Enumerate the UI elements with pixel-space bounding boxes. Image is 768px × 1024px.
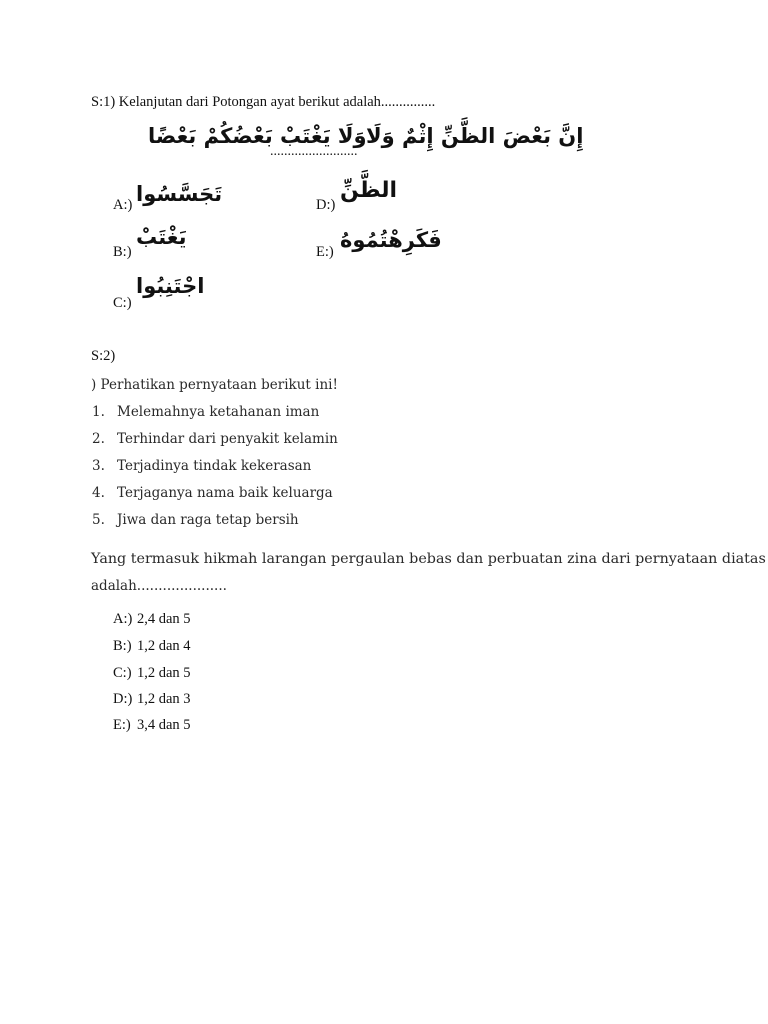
q2-option-d-label: D:) bbox=[113, 691, 133, 707]
q1-option-a-arabic: تَجَسَّسُوا bbox=[136, 182, 223, 206]
q2-statement-number: 2. bbox=[92, 431, 105, 447]
q2-intro: ) Perhatikan pernyataan berikut ini! bbox=[91, 377, 338, 393]
q1-option-d-label: D:) bbox=[316, 197, 336, 213]
q1-option-a-label: A:) bbox=[113, 197, 133, 213]
q1-option-b-arabic: يَغْتَبْ bbox=[136, 225, 187, 249]
q1-option-e-label: E:) bbox=[316, 244, 334, 260]
q1-option-c-label: C:) bbox=[113, 295, 132, 311]
q1-option-c-arabic: اجْتَنِبُوا bbox=[136, 274, 205, 298]
q2-option-e-text: 3,4 dan 5 bbox=[137, 717, 191, 733]
q1-verse-left-part: وَلَا يَغْتَبْ بَعْضُكُمْ بَعْضًا bbox=[148, 124, 367, 148]
q2-option-c-label: C:) bbox=[113, 665, 132, 681]
q2-statement-number: 3. bbox=[92, 458, 105, 474]
q2-option-a-label: A:) bbox=[113, 611, 133, 627]
q2-statement-text: Terjadinya tindak kekerasan bbox=[117, 458, 312, 474]
q2-option-c-text: 1,2 dan 5 bbox=[137, 665, 191, 681]
q2-statement-text: Jiwa dan raga tetap bersih bbox=[117, 512, 299, 528]
q2-number: S:2) bbox=[91, 348, 116, 364]
q2-question-line2: adalah..................... bbox=[91, 578, 227, 594]
q2-option-b-text: 1,2 dan 4 bbox=[137, 638, 191, 654]
q1-option-d-arabic: الظَّنِّ bbox=[340, 178, 398, 203]
q1-verse-blank: ......................... bbox=[270, 144, 358, 159]
q2-option-b-label: B:) bbox=[113, 638, 132, 654]
q1-verse-right-part: إِنَّ بَعْضَ الظَّنِّ إِثْمٌ وَلَا bbox=[366, 124, 584, 148]
q2-statement-number: 1. bbox=[92, 404, 105, 420]
q2-statement-number: 4. bbox=[92, 485, 105, 501]
q2-statement-text: Terhindar dari penyakit kelamin bbox=[117, 431, 338, 447]
q1-option-e-arabic: فَكَرِهْتُمُوهُ bbox=[340, 228, 442, 252]
q2-option-e-label: E:) bbox=[113, 717, 131, 733]
q2-option-d-text: 1,2 dan 3 bbox=[137, 691, 191, 707]
q2-statement-text: Terjaganya nama baik keluarga bbox=[117, 485, 333, 501]
q2-statement-text: Melemahnya ketahanan iman bbox=[117, 404, 320, 420]
q1-option-b-label: B:) bbox=[113, 244, 132, 260]
q1-prompt: S:1) Kelanjutan dari Potongan ayat berikut adalah............... bbox=[91, 94, 436, 110]
q2-statement-number: 5. bbox=[92, 512, 105, 528]
q2-option-a-text: 2,4 dan 5 bbox=[137, 611, 191, 627]
q2-question-line1: Yang termasuk hikmah larangan pergaulan bebas dan perbuatan zina dari pernyataan diatas bbox=[91, 551, 766, 567]
